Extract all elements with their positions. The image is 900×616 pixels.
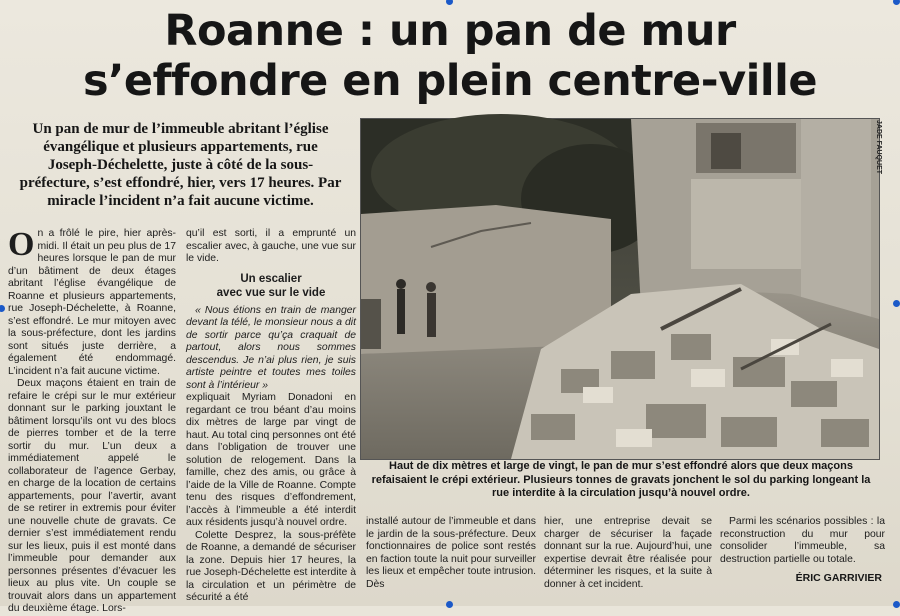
body-paragraph: Deux maçons étaient en train de refaire le crépi sur le mur extérieur donnant sur le parking jouxtant le bâtiment lorsqu’ils ont vu des blocs de pierres tomber et de la terre sortir du mur. L’un deux a immédiatement appelé le collaborateur de l’agence Gerbay, en charge de la location de certains appartements, pour l’avertir, avant de se retirer in extremis pour éviter une nouvelle chute de gravats. Ce dernier s’est immédiatement rendu sur les lieux, puis il est monté dans l’immeuble pour demander aux personnes présentes d’évacuer les lieux au plus vite. Un couple se trouvait alors dans un appartement du deuxième étage. Lors- xyxy=(8,378,176,614)
scan-marker xyxy=(0,305,5,312)
collapse-photo-image xyxy=(361,119,879,459)
scan-marker xyxy=(893,601,900,608)
subheading-line-2: avec vue sur le vide xyxy=(216,286,326,299)
witness-quote: « Nous étions en train de manger devant la télé, le monsieur nous a dit de sortir parce qu’ça craquait de partout, alors nous sommes descendus. Je n’ai plus rien, je suis artiste peintre et toutes mes toiles sont à l’intérieur » xyxy=(186,304,356,391)
body-paragraph: Colette Desprez, la sous-préfète de Roanne, a demandé de sécuriser la zone. Depuis hier 17 heures, la rue Joseph-Déchelette est interdite à la circulation et un périmètre de sécurité a été xyxy=(186,529,356,603)
photo-caption: Haut de dix mètres et large de vingt, le pan de mur s’est effondré alors que deux maçons refaisaient le crépi extérieur. Plusieurs tonnes de gravats jonchent le sol du parking longeant la rue interdite à la circulation jusqu’à nouvel ordre. xyxy=(371,460,871,499)
subheading-line-1: Un escalier xyxy=(240,272,302,285)
article-column-3 xyxy=(366,516,536,604)
article-column-5 xyxy=(720,516,885,604)
article-column-1 xyxy=(8,226,176,614)
body-paragraph: Parmi les scénarios possibles : la reconstruction du mur pour consolider l’immeuble, sa destruction partielle ou totale. xyxy=(720,516,885,565)
photo-credit: JADE FAUQUET xyxy=(875,120,882,175)
lede-paragraph: Un pan de mur de l’immeuble abritant l’église évangélique et plusieurs appartements, rue Joseph-Déchelette, juste à côté de la sous-préfecture, s’est effondré, hier, vers 17 heures. Par miracle l’incident n’a fait aucune victime. xyxy=(19,121,342,209)
body-paragraph: qu’il est sorti, il a emprunté un escalier avec, à gauche, une vue sur le vide. xyxy=(186,228,356,264)
scan-marker xyxy=(893,300,900,307)
collapse-photo xyxy=(360,118,880,460)
scan-marker xyxy=(446,601,453,608)
body-paragraph: hier, une entreprise devait se charger de sécuriser la façade donnant sur la rue. Aujourd’hui, une expertise devrait être réalisée pour déterminer les risques, et la suite à donner à cet incident. xyxy=(544,516,712,590)
body-paragraph: expliquait Myriam Donadoni en regardant ce trou béant d’au moins dix mètres de large par vingt de haut. Au total cinq personnes ont été dans l’obligation de trouver une solution de relogement. Dans la famille, chez des amis, ou grâce à l’aide de la Ville de Roanne. Compte tenu des risques d’effondrement, l’accès à l’immeuble a été interdit aux résidents jusqu’à nouvel ordre. xyxy=(186,392,356,528)
article-column-4 xyxy=(544,516,712,604)
drop-cap: O xyxy=(8,226,35,263)
author-signature: ÉRIC GARRIVIER xyxy=(795,572,882,584)
article-column-2 xyxy=(186,228,356,604)
headline-line-1: Roanne : un pan de mur xyxy=(164,6,736,56)
body-paragraph: installé autour de l’immeuble et dans le jardin de la sous-préfecture. Deux fonctionnaires de police sont restés en faction toute la nuit pour surveiller les lieux et empêcher toute intrusion. Dès xyxy=(366,516,536,590)
opening-text: n a frôlé le pire, hier après-midi. Il était un peu plus de 17 heures lorsque le pan de mur d’un bâtiment de deux étages abritant l’église évangélique de Roanne et plusieurs appartements, rue Joseph-Déchelette, à Roanne, s’est effondré. Le mur mitoyen avec la sous-préfecture, dont les jardins sont situés juste derrière, a également été endommagé. L’incident n’a fait aucune victime. xyxy=(8,228,176,377)
opening-paragraph xyxy=(8,228,176,378)
headline xyxy=(60,6,840,106)
subheading xyxy=(186,272,356,300)
headline-line-2: s’effondre en plein centre-ville xyxy=(83,56,817,106)
